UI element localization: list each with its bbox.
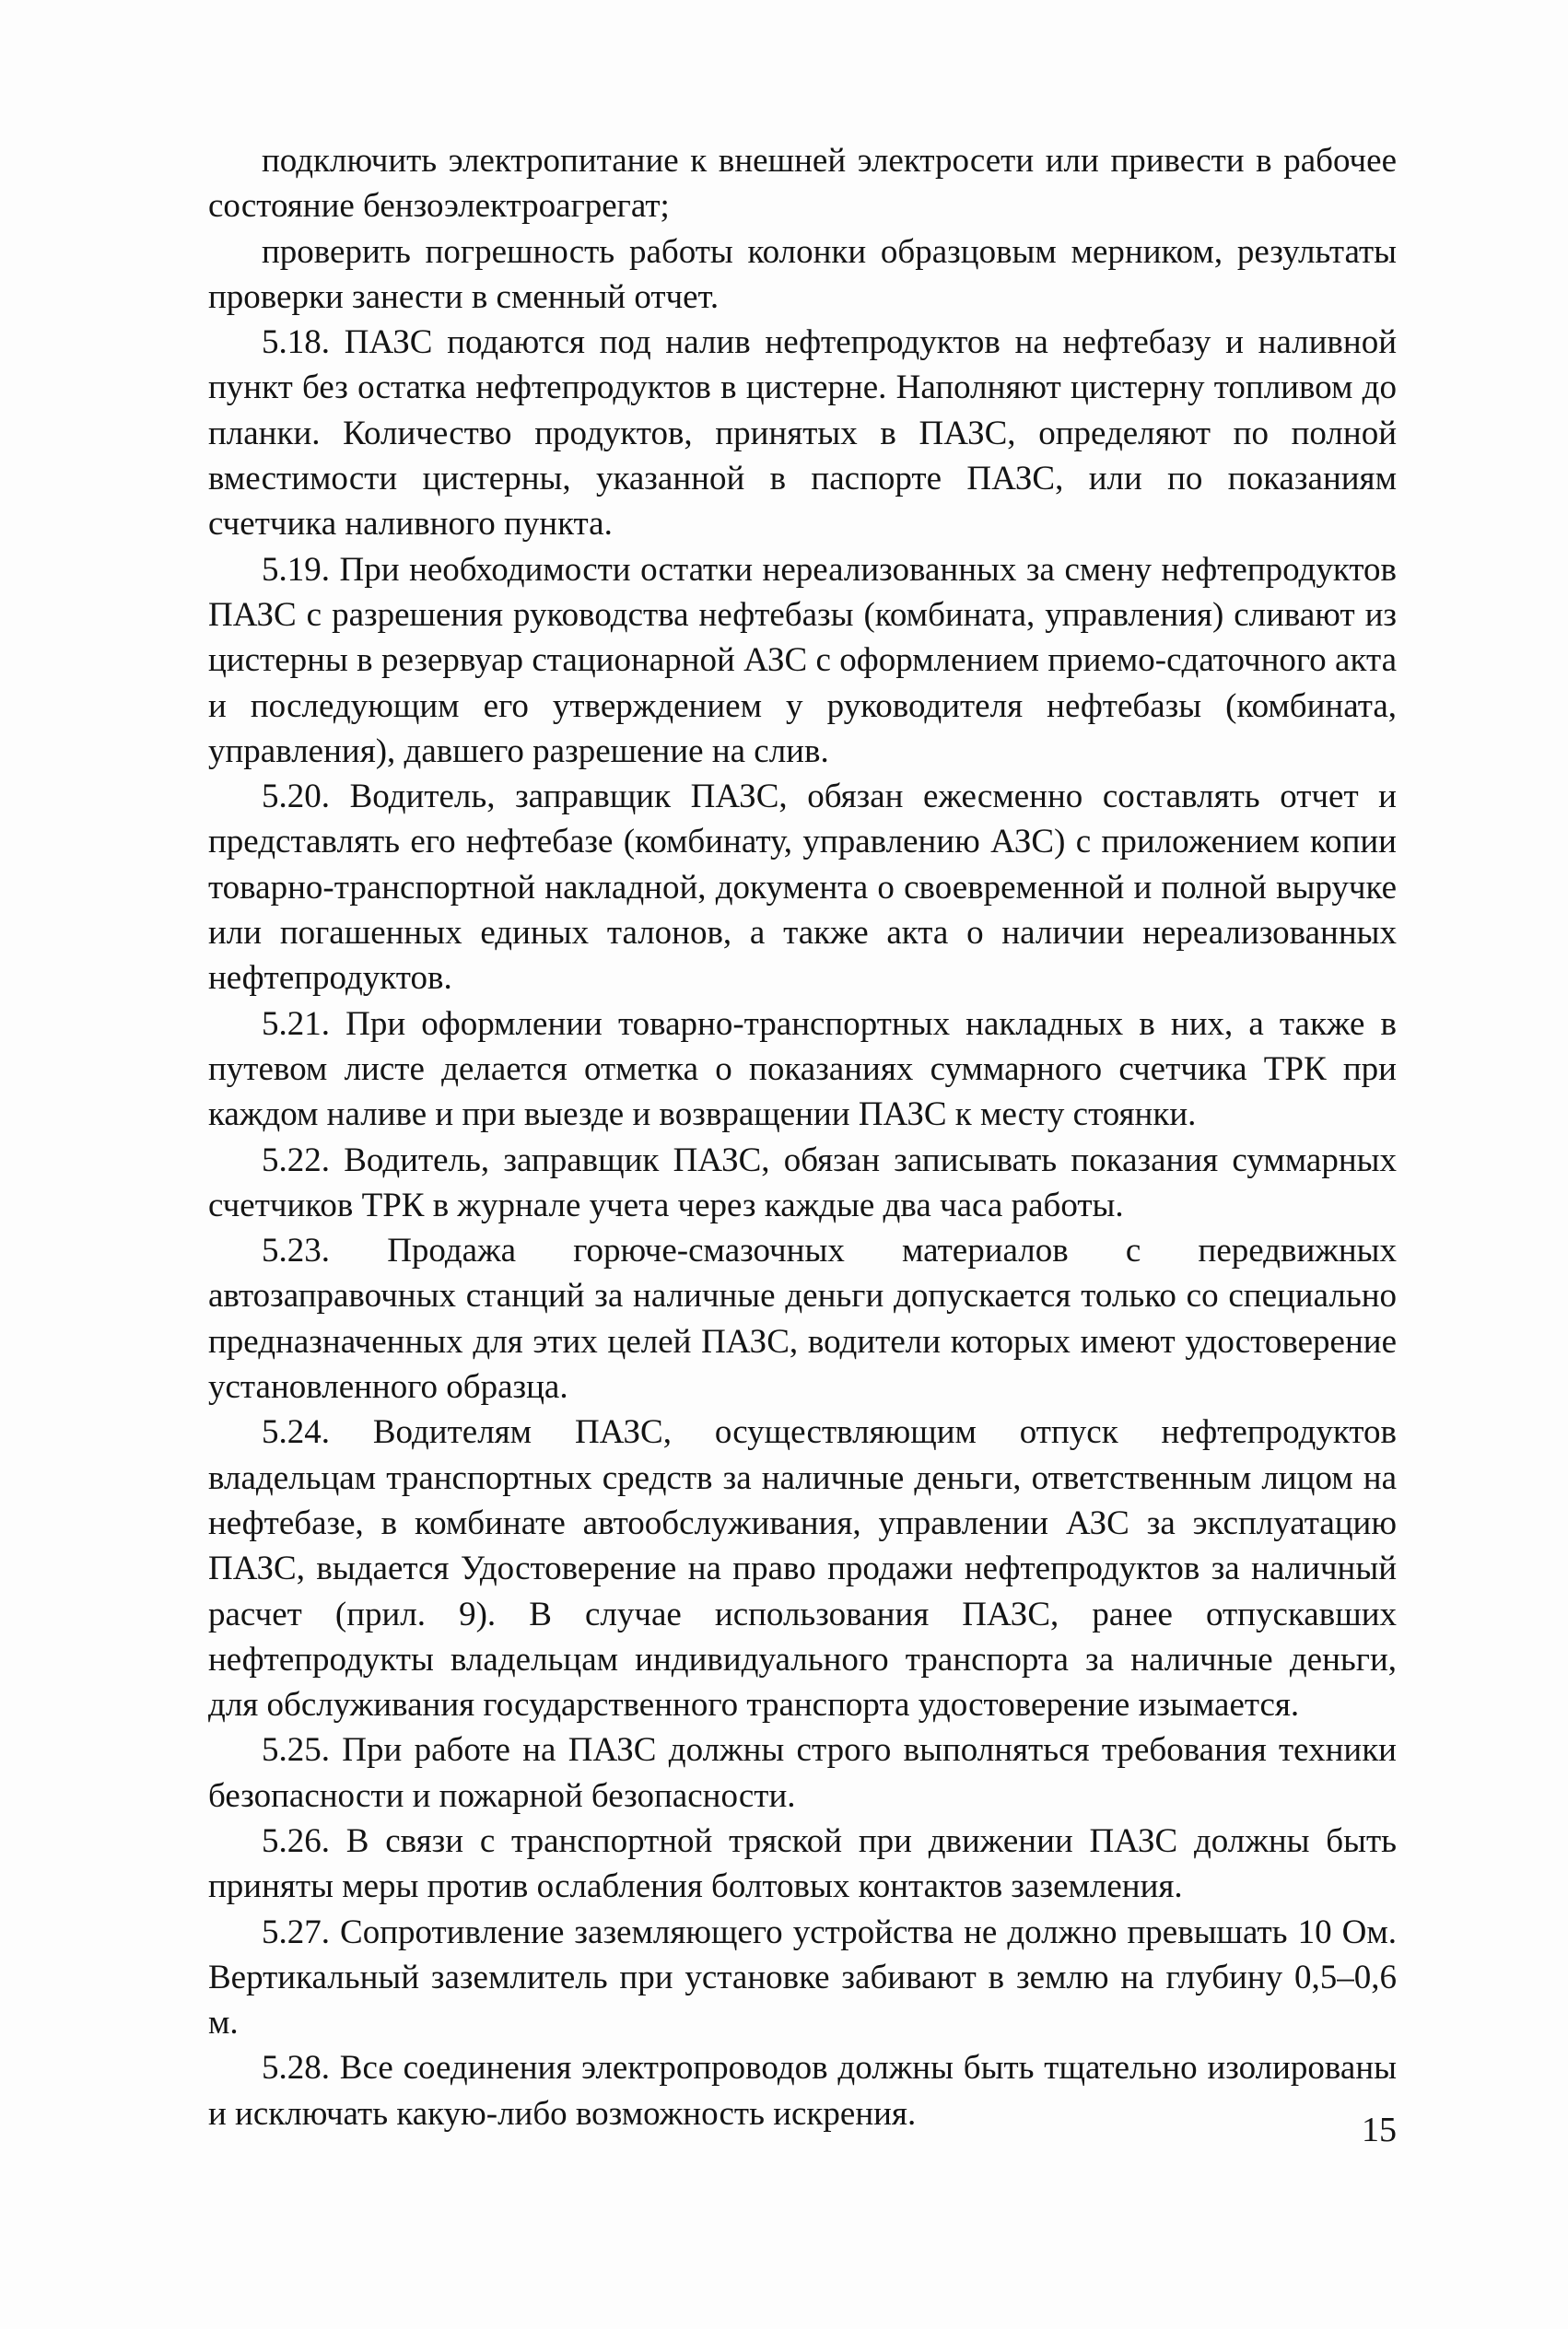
paragraph-pump-accuracy-check: проверить погрешность работы колонки образцовым мерником, результаты проверки занести в сменный отчет. (208, 232, 1397, 316)
paragraph-5-21: 5.21. При оформлении товарно-транспортных накладных в них, а также в путевом листе делается отметка о показаниях суммарного счетчика ТРК при каждом наливе и при выезде и возвращении ПАЗС к месту стоянки. (208, 1004, 1397, 1134)
page-number: 15 (1362, 2111, 1397, 2149)
paragraph-5-25: 5.25. При работе на ПАЗС должны строго выполняться требования техники безопасности и пожарной безопасности. (208, 1731, 1397, 1815)
paragraph-5-23: 5.23. Продажа горюче-смазочных материалов с передвижных автозаправочных станций за наличные деньги допускается только со специально предназначенных для этих целей ПАЗС, водители которых имеют удостоверение установленного образца. (208, 1232, 1397, 1407)
paragraph-5-26: 5.26. В связи с транспортной тряской при движении ПАЗС должны быть приняты меры против ослабления болтовых контактов заземления. (208, 1821, 1397, 1906)
paragraph-5-19: 5.19. При необходимости остатки нереализованных за смену нефтепродуктов ПАЗС с разрешения руководства нефтебазы (комбината, управления) сливают из цистерны в резервуар стационарной АЗС с оформлением приемо-сдаточного акта и последующим его утверждением у руководителя нефтебазы (комбината, управления), давшего разрешение на слив. (208, 550, 1397, 770)
paragraph-5-20: 5.20. Водитель, заправщик ПАЗС, обязан ежесменно составлять отчет и представлять его нефтебазе (комбинату, управлению АЗС) с приложением копии товарно-транспортной накладной, документа о своевременной и полной выручке или погашенных единых талонов, а также акта о наличии нереализованных нефтепродуктов. (208, 778, 1397, 998)
body-text (208, 138, 1397, 2136)
paragraph-power-connection: подключить электропитание к внешней электросети или привести в рабочее состояние бензоэлектроагрегат; (208, 142, 1397, 226)
paragraph-5-28: 5.28. Все соединения электропроводов должны быть тщательно изолированы и исключать какую-либо возможность искрения. (208, 2049, 1397, 2133)
paragraph-5-22: 5.22. Водитель, заправщик ПАЗС, обязан записывать показания суммарных счетчиков ТРК в журнале учета через каждые два часа работы. (208, 1141, 1397, 1224)
paragraph-5-27: 5.27. Сопротивление заземляющего устройства не должно превышать 10 Ом. Вертикальный заземлитель при установке забивают в землю на глубину 0,5–0,6 м. (208, 1913, 1397, 2042)
paragraph-5-18: 5.18. ПАЗС подаются под налив нефтепродуктов на нефтебазу и наливной пункт без остатка нефтепродуктов в цистерне. Наполняют цистерну топливом до планки. Количество продуктов, принятых в ПАЗС, определяют по полной вместимости цистерны, указанной в паспорте ПАЗС, или по показаниям счетчика наливного пункта. (208, 323, 1397, 544)
paragraph-5-24: 5.24. Водителям ПАЗС, осуществляющим отпуск нефтепродуктов владельцам транспортных средств за наличные деньги, ответственным лицом на нефтебазе, в комбинате автообслуживания, управлении АЗС за эксплуатацию ПАЗС, выдается Удостоверение на право продажи нефтепродуктов за наличный расчет (прил. 9). В случае использования ПАЗС, ранее отпускавших нефтепродукты владельцам индивидуального транспорта за наличные деньги, для обслуживания государственного транспорта удостоверение изымается. (208, 1413, 1397, 1725)
